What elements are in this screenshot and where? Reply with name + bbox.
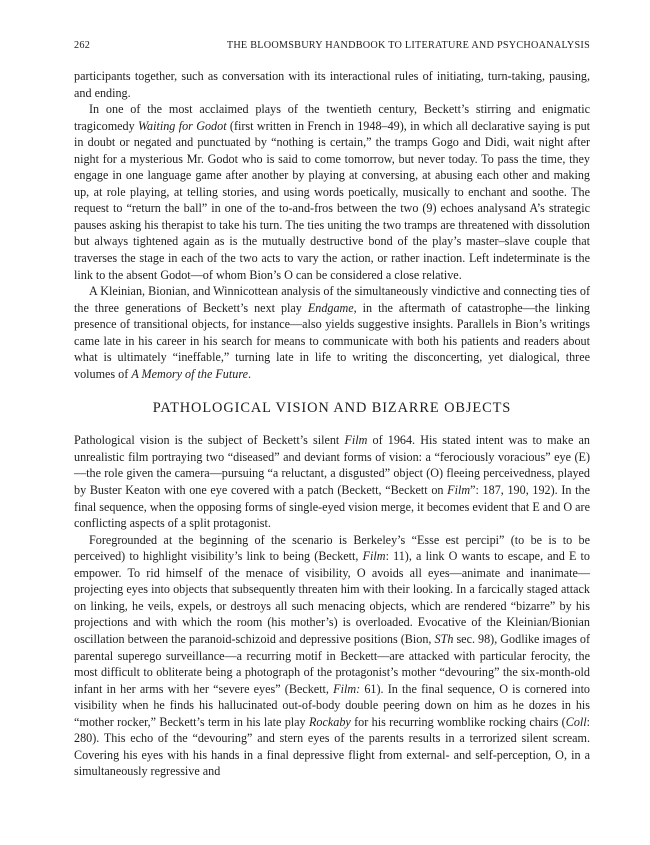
text-run: ”: 187, 190, 192). In the final sequence, when the opposing forms of single-eyed vision merge, it becomes evident that E and O are conflicting aspects of a split protagonist.	[74, 483, 591, 531]
text-run: .	[248, 366, 252, 381]
text-run: : 11), a link O wants to escape, and E to empower. To rid himself of the menace of visibility, O avoids all eyes—animate and inanimate—projecting eyes into objects that subsequently threaten him with their looking. In a farcically staged attack on linking, he veils, expels, or destroys all such menacing objects, which are rendered “bizarre” by his projections and with which the room (his mother’s) is overloaded. Evocative of the Kleinian/Bionian oscillation between the paranoid-schizoid and depressive positions (Bion,	[74, 549, 591, 646]
italic-text: Coll	[565, 714, 587, 729]
text-run: : 280). This echo of the “devouring” and stern eyes of the parents results in a terrorized silent scream. Covering his eyes with his hands in a final depressive flight from external- and self-perception, O, in a simultaneously regressive and	[74, 714, 591, 779]
italic-text: Film:	[333, 681, 361, 696]
italic-text: STh	[434, 631, 454, 646]
text-run: for his recurring womblike rocking chairs (	[350, 714, 566, 729]
text-run: sec. 98), Godlike images of parental superego surveillance—a recurring motif in Beckett—are attacked with particular ferocity, the most difficult to obliterate being a photograph of the protagonist’s mother “devouring” the six-month-old infant in her arms with her “severe eyes” (Beckett,	[74, 631, 590, 696]
paragraph	[74, 283, 590, 382]
paragraph-group-top	[74, 68, 590, 382]
italic-text: Rockaby	[308, 714, 351, 729]
paragraph	[74, 432, 590, 531]
text-run: in the aftermath of catastrophe—the linking presence of transitional objects, for instance—also yields suggestive insights. Parallels in Bion’s writings came late in his career in his search for means to communicate with both his patients and readers about what is ultimately “ineffable,” turning late in life to writing the disconcerting, yet dialogical, three volumes of	[74, 300, 590, 381]
italic-text: Waiting for Godot	[138, 118, 227, 133]
text-run: Foregrounded at the beginning of the scenario is Berkeley’s “Esse est percipi” (to be is to be perceived) to highlight visibility’s link to being (Beckett,	[74, 532, 590, 564]
text-run: of 1964. His stated intent was to make an unrealistic film portraying two “diseased” and deviant forms of vision: a “ferociously voracious” eye (E)—the role given the camera—pursuing “a reluctant, a disgusted” object (O) fleeing perceivedness, played by Buster Keaton with one eye covered with a patch (Beckett, “Beckett on	[74, 433, 590, 498]
paragraph	[74, 101, 590, 283]
text-run: 61). In the final sequence, O is cornered into visibility when he finds his hallucinated out-of-body double peering down on him as he dozes in his “mother rocker,” Beckett’s term in his late play	[74, 681, 591, 729]
italic-text: Film	[344, 433, 368, 448]
page-number: 262	[74, 40, 91, 51]
text-run: In one of the most acclaimed plays of the twentieth century, Beckett’s stirring and enigmatic tragicomedy	[74, 102, 590, 133]
text-run: A Kleinian, Bionian, and Winnicottean analysis of the simultaneously vindictive and connecting ties of the three generations of Beckett’s next play	[74, 284, 590, 315]
text-run: Pathological vision is the subject of Beckett’s silent	[74, 433, 345, 448]
italic-text: A Memory of the Future	[131, 366, 248, 381]
running-head	[74, 40, 590, 51]
section-heading: PATHOLOGICAL VISION AND BIZARRE OBJECTS	[152, 400, 512, 417]
italic-text: Film	[447, 483, 471, 498]
italic-text: Film	[362, 549, 386, 564]
italic-text: Endgame,	[307, 300, 357, 315]
paragraph	[74, 68, 590, 101]
body-text	[74, 68, 590, 780]
paragraph-group-bottom	[74, 432, 590, 779]
running-title: THE BLOOMSBURY HANDBOOK TO LITERATURE AND PSYCHOANALYSIS	[226, 40, 590, 51]
paragraph	[74, 532, 590, 780]
text-run: (first written in French in 1948–49), in which all declarative saying is put in doubt or negated and punctuated by “nothing is certain,” the tramps Gogo and Didi, wait night after night for a mysterious Mr. Godot who is said to come tomorrow, but never today. To pass the time, they engage in one language game after another by playing at conversing, at abusing each other and making up, at role playing, at telling stories, and using words poetically, musically to enchant and soothe. The request to “return the ball” in one of the to-and-fros between the two (9) echoes analysand A’s strategic pauses asking his therapist to take his turn. The ties uniting the two tramps are threatened with dissolution but always tightened again as is the mutually destructive bond of the play’s master–slave couple that traverses the stage in each of the two acts to vary the action, or rather inaction. Left indeterminate is the link to the absent Godot—of whom Bion’s O can be considered a close relative.	[74, 118, 591, 282]
text-run: participants together, such as conversation with its interactional rules of initiating, turn-taking, pausing, and ending.	[74, 69, 590, 100]
